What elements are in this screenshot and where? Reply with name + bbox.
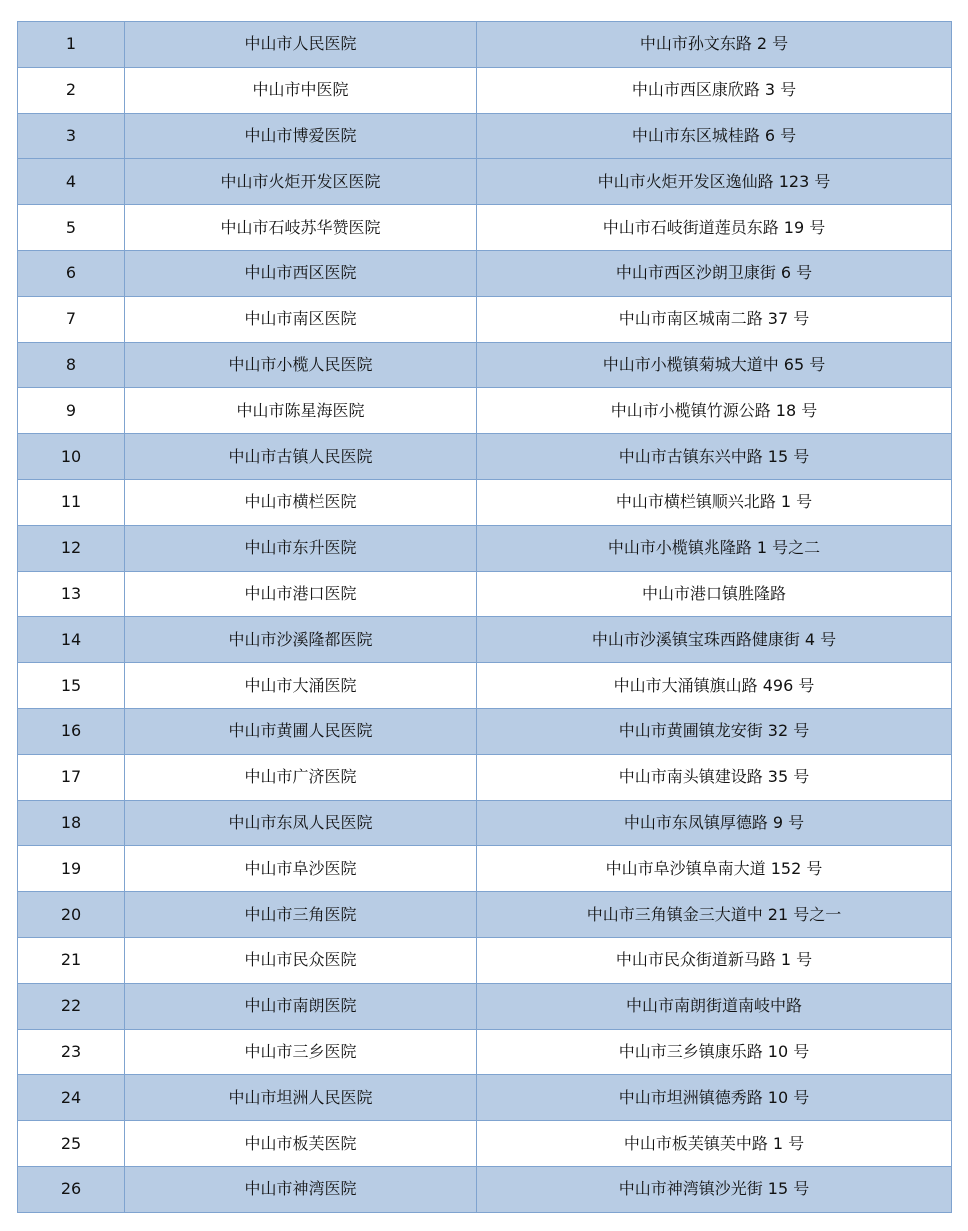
row-number-cell: 11 [18, 479, 125, 525]
hospital-address-cell: 中山市民众街道新马路 1 号 [477, 937, 952, 983]
table-row [18, 617, 952, 663]
row-number-cell: 17 [18, 754, 125, 800]
row-number-cell: 4 [18, 159, 125, 205]
hospital-name-cell: 中山市沙溪隆都医院 [125, 617, 477, 663]
hospital-name-cell: 中山市黄圃人民医院 [125, 708, 477, 754]
table-row [18, 525, 952, 571]
hospital-table [17, 21, 952, 1213]
table-row [18, 1121, 952, 1167]
row-number-cell: 24 [18, 1075, 125, 1121]
table-row [18, 892, 952, 938]
table-row [18, 434, 952, 480]
hospital-name-cell: 中山市古镇人民医院 [125, 434, 477, 480]
table-row [18, 754, 952, 800]
hospital-name-cell: 中山市东凤人民医院 [125, 800, 477, 846]
row-number-cell: 20 [18, 892, 125, 938]
hospital-name-cell: 中山市陈星海医院 [125, 388, 477, 434]
hospital-name-cell: 中山市火炬开发区医院 [125, 159, 477, 205]
hospital-address-cell: 中山市东区城桂路 6 号 [477, 113, 952, 159]
hospital-name-cell: 中山市西区医院 [125, 250, 477, 296]
row-number-cell: 13 [18, 571, 125, 617]
hospital-address-cell: 中山市南朗街道南岐中路 [477, 983, 952, 1029]
row-number-cell: 15 [18, 663, 125, 709]
hospital-table-container [17, 21, 951, 1213]
table-row [18, 205, 952, 251]
row-number-cell: 22 [18, 983, 125, 1029]
hospital-name-cell: 中山市坦洲人民医院 [125, 1075, 477, 1121]
hospital-address-cell: 中山市西区康欣路 3 号 [477, 67, 952, 113]
table-row [18, 250, 952, 296]
row-number-cell: 5 [18, 205, 125, 251]
table-row [18, 113, 952, 159]
hospital-address-cell: 中山市小榄镇竹源公路 18 号 [477, 388, 952, 434]
hospital-name-cell: 中山市大涌医院 [125, 663, 477, 709]
row-number-cell: 8 [18, 342, 125, 388]
hospital-name-cell: 中山市小榄人民医院 [125, 342, 477, 388]
row-number-cell: 25 [18, 1121, 125, 1167]
row-number-cell: 26 [18, 1166, 125, 1212]
hospital-name-cell: 中山市南区医院 [125, 296, 477, 342]
hospital-address-cell: 中山市板芙镇芙中路 1 号 [477, 1121, 952, 1167]
hospital-address-cell: 中山市古镇东兴中路 15 号 [477, 434, 952, 480]
row-number-cell: 7 [18, 296, 125, 342]
hospital-name-cell: 中山市港口医院 [125, 571, 477, 617]
row-number-cell: 1 [18, 22, 125, 68]
hospital-address-cell: 中山市三乡镇康乐路 10 号 [477, 1029, 952, 1075]
table-row [18, 846, 952, 892]
table-row [18, 1029, 952, 1075]
hospital-address-cell: 中山市港口镇胜隆路 [477, 571, 952, 617]
table-row [18, 67, 952, 113]
hospital-name-cell: 中山市三乡医院 [125, 1029, 477, 1075]
table-row [18, 342, 952, 388]
hospital-address-cell: 中山市坦洲镇德秀路 10 号 [477, 1075, 952, 1121]
hospital-address-cell: 中山市西区沙朗卫康街 6 号 [477, 250, 952, 296]
row-number-cell: 9 [18, 388, 125, 434]
table-row [18, 937, 952, 983]
row-number-cell: 12 [18, 525, 125, 571]
hospital-address-cell: 中山市石岐街道莲员东路 19 号 [477, 205, 952, 251]
row-number-cell: 2 [18, 67, 125, 113]
table-row [18, 800, 952, 846]
row-number-cell: 21 [18, 937, 125, 983]
row-number-cell: 23 [18, 1029, 125, 1075]
table-row [18, 388, 952, 434]
hospital-address-cell: 中山市沙溪镇宝珠西路健康街 4 号 [477, 617, 952, 663]
row-number-cell: 10 [18, 434, 125, 480]
hospital-address-cell: 中山市阜沙镇阜南大道 152 号 [477, 846, 952, 892]
hospital-address-cell: 中山市三角镇金三大道中 21 号之一 [477, 892, 952, 938]
hospital-table-body [18, 22, 952, 1213]
table-row [18, 1075, 952, 1121]
hospital-address-cell: 中山市南头镇建设路 35 号 [477, 754, 952, 800]
hospital-address-cell: 中山市横栏镇顺兴北路 1 号 [477, 479, 952, 525]
hospital-name-cell: 中山市横栏医院 [125, 479, 477, 525]
hospital-name-cell: 中山市民众医院 [125, 937, 477, 983]
hospital-address-cell: 中山市大涌镇旗山路 496 号 [477, 663, 952, 709]
table-row [18, 22, 952, 68]
row-number-cell: 18 [18, 800, 125, 846]
hospital-name-cell: 中山市中医院 [125, 67, 477, 113]
hospital-name-cell: 中山市广济医院 [125, 754, 477, 800]
hospital-address-cell: 中山市南区城南二路 37 号 [477, 296, 952, 342]
hospital-name-cell: 中山市人民医院 [125, 22, 477, 68]
hospital-address-cell: 中山市火炬开发区逸仙路 123 号 [477, 159, 952, 205]
hospital-address-cell: 中山市黄圃镇龙安街 32 号 [477, 708, 952, 754]
table-row [18, 296, 952, 342]
table-row [18, 159, 952, 205]
table-row [18, 571, 952, 617]
table-row [18, 708, 952, 754]
hospital-address-cell: 中山市神湾镇沙光街 15 号 [477, 1166, 952, 1212]
hospital-name-cell: 中山市神湾医院 [125, 1166, 477, 1212]
row-number-cell: 16 [18, 708, 125, 754]
hospital-address-cell: 中山市东凤镇厚德路 9 号 [477, 800, 952, 846]
hospital-name-cell: 中山市阜沙医院 [125, 846, 477, 892]
row-number-cell: 6 [18, 250, 125, 296]
hospital-name-cell: 中山市东升医院 [125, 525, 477, 571]
table-row [18, 1166, 952, 1212]
hospital-address-cell: 中山市小榄镇兆隆路 1 号之二 [477, 525, 952, 571]
table-row [18, 663, 952, 709]
hospital-name-cell: 中山市石岐苏华赞医院 [125, 205, 477, 251]
hospital-name-cell: 中山市南朗医院 [125, 983, 477, 1029]
row-number-cell: 19 [18, 846, 125, 892]
hospital-name-cell: 中山市博爱医院 [125, 113, 477, 159]
row-number-cell: 3 [18, 113, 125, 159]
row-number-cell: 14 [18, 617, 125, 663]
hospital-name-cell: 中山市三角医院 [125, 892, 477, 938]
hospital-name-cell: 中山市板芙医院 [125, 1121, 477, 1167]
hospital-address-cell: 中山市小榄镇菊城大道中 65 号 [477, 342, 952, 388]
table-row [18, 983, 952, 1029]
hospital-address-cell: 中山市孙文东路 2 号 [477, 22, 952, 68]
table-row [18, 479, 952, 525]
